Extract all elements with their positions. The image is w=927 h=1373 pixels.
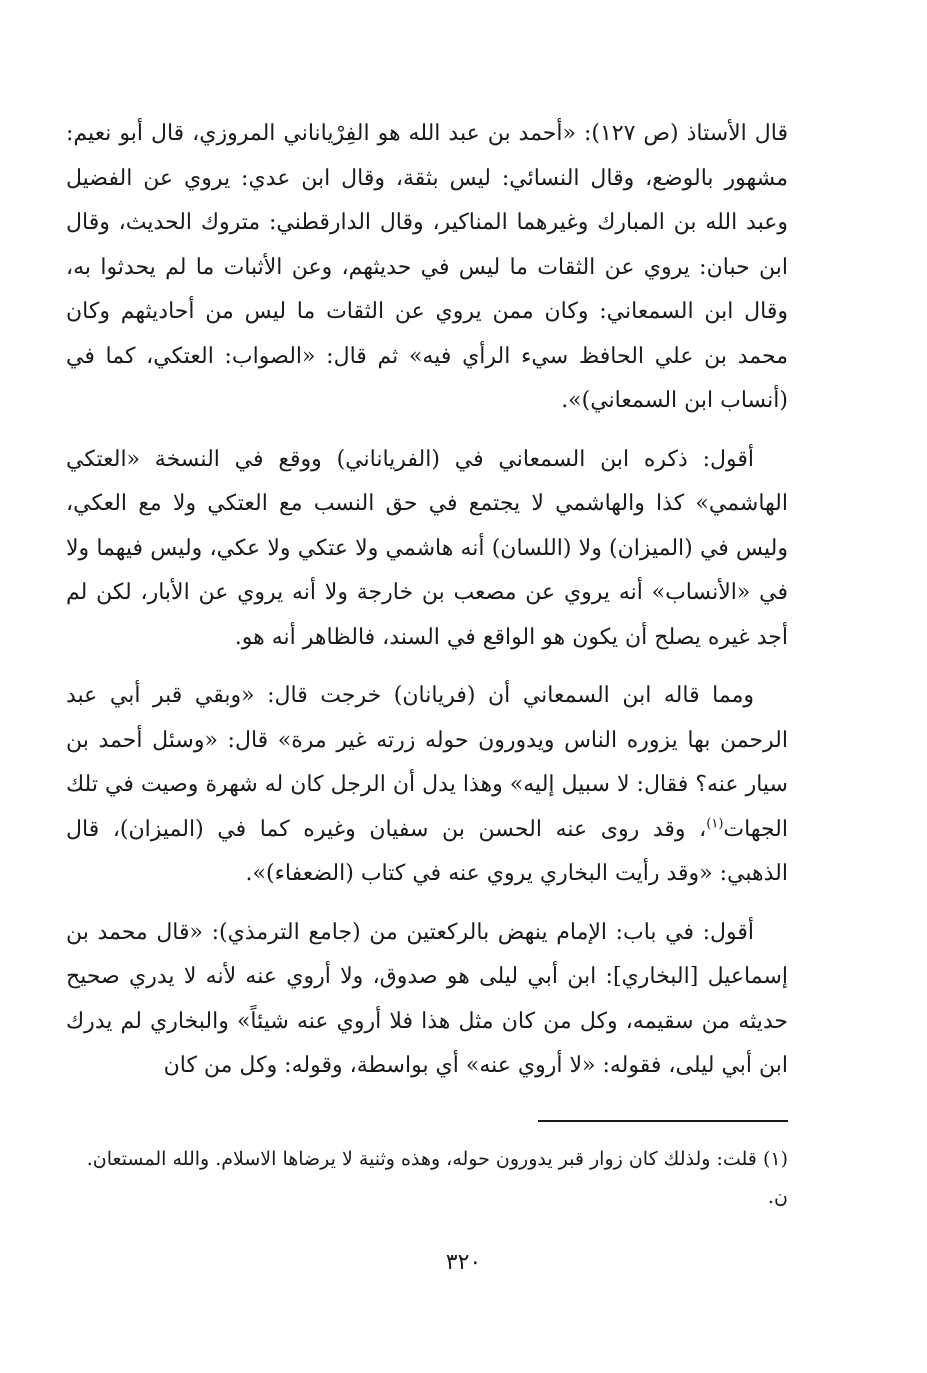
footnote-reference[interactable]: (١): [706, 816, 724, 832]
paragraph-3-text-before-ref: ومما قاله ابن السمعاني أن (فريانان) خرجت قال: «وبقي قبر أبي عبد الرحمن بها يزوره الناس ويدورون حوله زرته غير مرة» قال: «وسئل أحمد بن سيار عنه؟ فقال: لا سبيل إليه» وهذا يدل أن الرجل كان له شهرة وصيت في تلك الجهات: [66, 683, 788, 842]
paragraph-3-text-after-ref: ، وقد روى عنه الحسن بن سفيان وغيره كما في (الميزان)، قال الذهبي: «وقد رأيت البخاري يروي عنه في كتاب (الضعفاء)».: [66, 816, 788, 886]
footnote: [66, 1140, 788, 1216]
paragraph-2: أقول: ذكره ابن السمعاني في (الفرياناني) ووقع في النسخة «العتكي الهاشمي» كذا والهاشمي لا يجتمع في حق النسب مع العتكي ولا مع العكي، وليس في (الميزان) ولا (اللسان) أنه هاشمي ولا عتكي ولا عكي، وليس فيهما ولا في «الأنساب» أنه يروي عن مصعب بن خارجة ولا أنه يروي عن الأبار، لكن لم أجد غيره يصلح أن يكون هو الواقع في السند، فالظاهر أنه هو.: [66, 446, 788, 650]
footnote-text: قلت: ولذلك كان زوار قبر يدورون حوله، وهذه وثنية لا يرضاها الاسلام. والله المستعان. ن.: [86, 1148, 788, 1208]
paragraph-1: قال الأستاذ (ص ١٢٧): «أحمد بن عبد الله هو الفِرْياناني المروزي، قال أبو نعيم: مشهور بالوضع، وقال النسائي: ليس بثقة، وقال ابن عدي: يروي عن الفضيل وعبد الله بن المبارك وغيرهما المناكير، وقال الدارقطني: متروك الحديث، وقال ابن حبان: يروي عن الثقات ما ليس في حديثهم، وعن الأثبات ما لم يحدثوا به، وقال ابن السمعاني: وكان ممن يروي عن الثقات ما ليس من أحاديثهم وكان محمد بن علي الحافظ سيء الرأي فيه» ثم قال: «الصواب: العتكي، كما في (أنساب ابن السمعاني)».: [66, 121, 788, 413]
paragraph-3: [66, 674, 788, 897]
page-number: ٣٢٠: [445, 1250, 482, 1275]
footnote-divider: [538, 1120, 788, 1122]
main-text: [66, 112, 788, 1089]
paragraph-4: أقول: في باب: الإمام ينهض بالركعتين من (جامع الترمذي): «قال محمد بن إسماعيل [البخاري]: ابن أبي ليلى هو صدوق، ولا أروي عنه لأنه لا يدري صحيح حديثه من سقيمه، وكل من كان مثل هذا فلا أروي عنه شيئاً» والبخاري لم يدرك ابن أبي ليلى، فقوله: «لا أروي عنه» أي بواسطة، وقوله: وكل من كان: [66, 919, 788, 1078]
footnote-marker: (١): [762, 1148, 788, 1170]
